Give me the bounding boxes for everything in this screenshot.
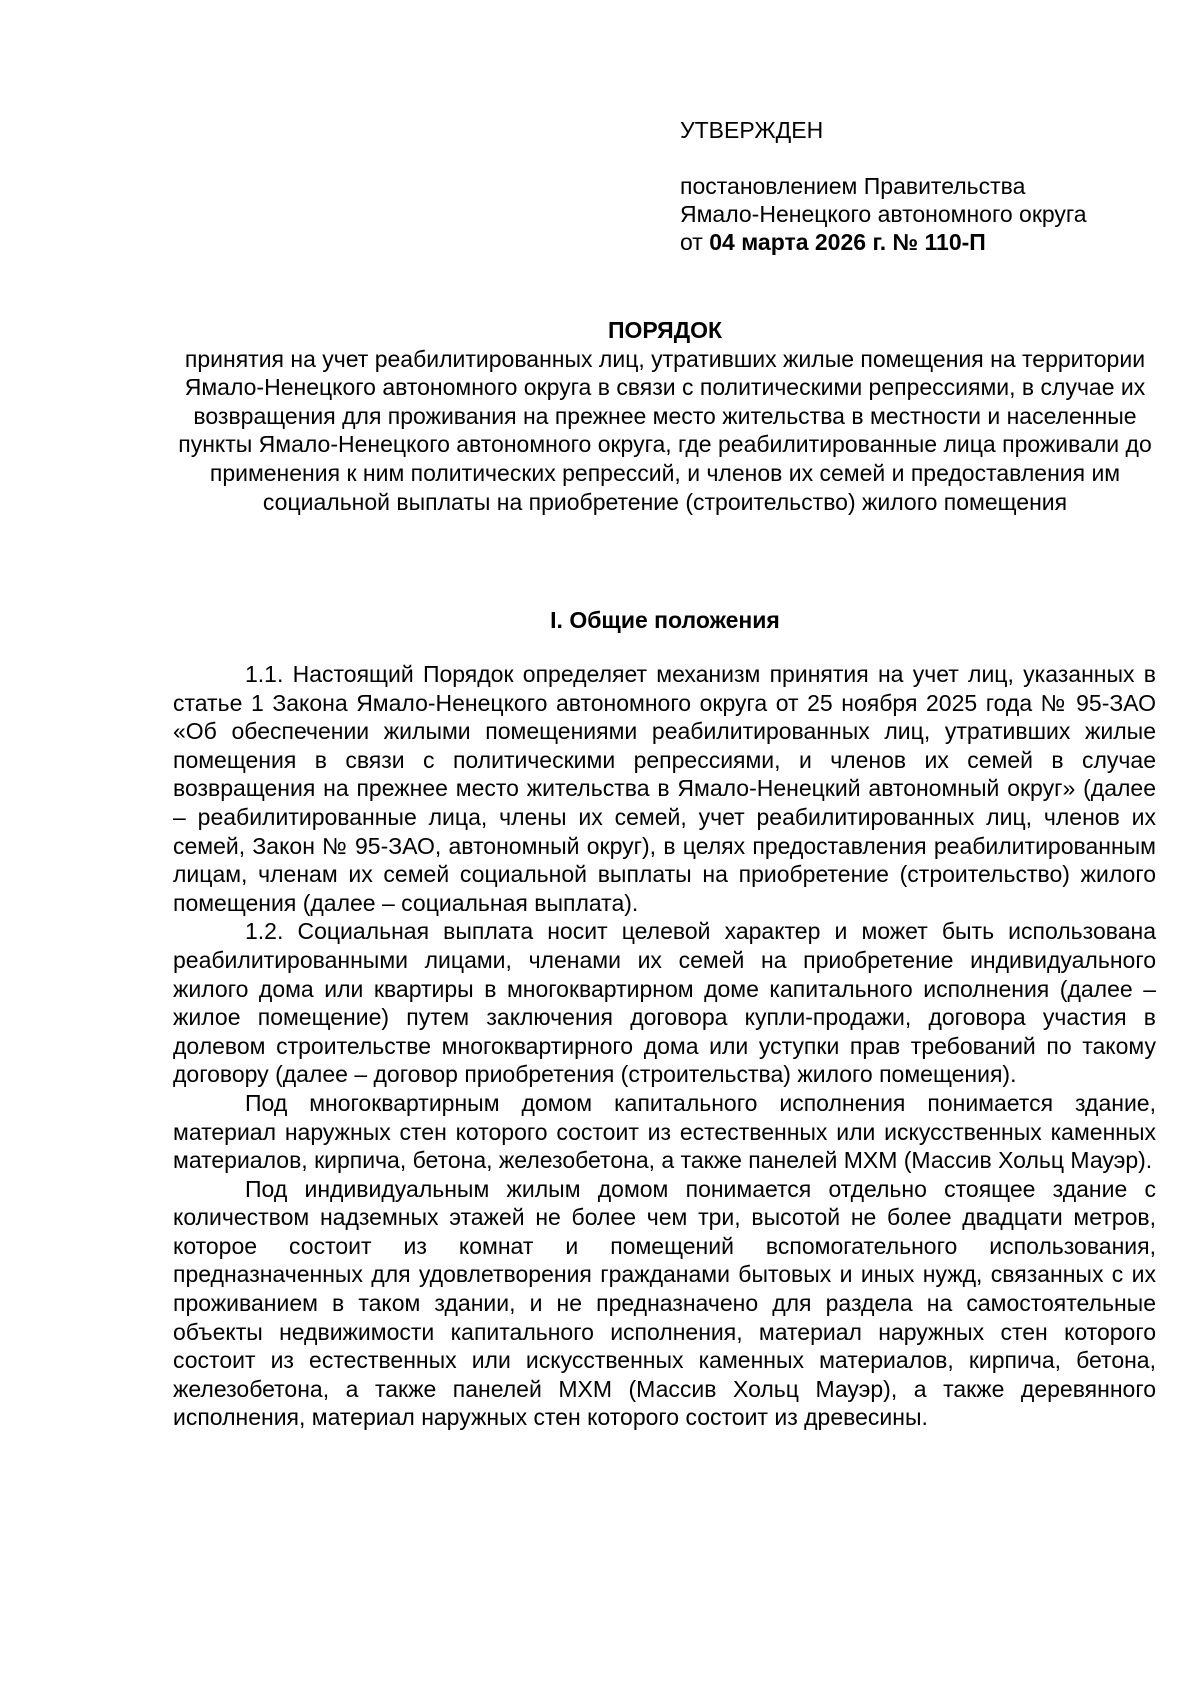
approval-line: постановлением Правительства <box>680 173 1026 199</box>
document-title-block <box>170 316 1160 516</box>
document-body <box>173 660 1156 1432</box>
approval-stamp: УТВЕРЖДЕН <box>680 117 824 143</box>
paragraph: 1.2. Социальная выплата носит целевой характер и может быть использована реабилитированными лицами, членами их семей на приобретение индивидуального жилого дома или квартиры в многоквартирном доме капитального исполнения (далее – жилое помещение) путем заключения договора купли-продажи, договора участия в долевом строительстве многоквартирного дома или уступки прав требований по такому договору (далее – договор приобретения (строительства) жилого помещения). <box>173 918 1156 1088</box>
approval-block <box>680 116 1150 256</box>
document-title: ПОРЯДОК <box>607 317 723 343</box>
section-heading: I. Общие положения <box>550 607 780 633</box>
approval-date-prefix: от <box>680 229 710 255</box>
approval-line: Ямало-Ненецкого автономного округа <box>680 201 1087 227</box>
approval-date-number: 04 марта 2026 г. № 110-П <box>709 229 986 255</box>
document-subtitle: принятия на учет реабилитированных лиц, утративших жилые помещения на территории Ямало-Ненецкого автономного округа в связи с политическими репрессиями, в случае их возвращения для проживания на прежнее место жительства в местности и населенные пункты Ямало-Ненецкого автономного округа, где реабилитированные лица проживали до применения к ним политических репрессий, и членов их семей и предоставления им социальной выплаты на приобретение (строительство) жилого помещения <box>178 345 1152 515</box>
paragraph: Под многоквартирным домом капитального исполнения понимается здание, материал наружных стен которого состоит из естественных или искусственных каменных материалов, кирпича, бетона, железобетона, а также панелей МХМ (Массив Хольц Мауэр). <box>173 1089 1156 1174</box>
paragraph: Под индивидуальным жилым домом понимается отдельно стоящее здание с количеством надземных этажей не более чем три, высотой не более двадцати метров, которое состоит из комнат и помещений вспомогательного использования, предназначенных для удовлетворения гражданами бытовых и иных нужд, связанных с их проживанием в таком здании, и не предназначено для раздела на самостоятельные объекты недвижимости капитального исполнения, материал наружных стен которого состоит из естественных или искусственных каменных материалов, кирпича, бетона, железобетона, а также панелей МХМ (Массив Хольц Мауэр), а также деревянного исполнения, материал наружных стен которого состоит из древесины. <box>173 1175 1156 1431</box>
paragraph: 1.1. Настоящий Порядок определяет механизм принятия на учет лиц, указанных в статье 1 Закона Ямало-Ненецкого автономного округа от 25 ноября 2025 года № 95-ЗАО «Об обеспечении жилыми помещениями реабилитированных лиц, утративших жилые помещения в связи с политическими репрессиями, и членов их семей в случае возвращения на прежнее место жительства в Ямало-Ненецкий автономный округ» (далее – реабилитированные лица, члены их семей, учет реабилитированных лиц, членов их семей, Закон № 95-ЗАО, автономный округ), в целях предоставления реабилитированным лицам, членам их семей социальной выплаты на приобретение (строительство) жилого помещения (далее – социальная выплата). <box>173 661 1156 916</box>
approval-date <box>680 228 1150 256</box>
